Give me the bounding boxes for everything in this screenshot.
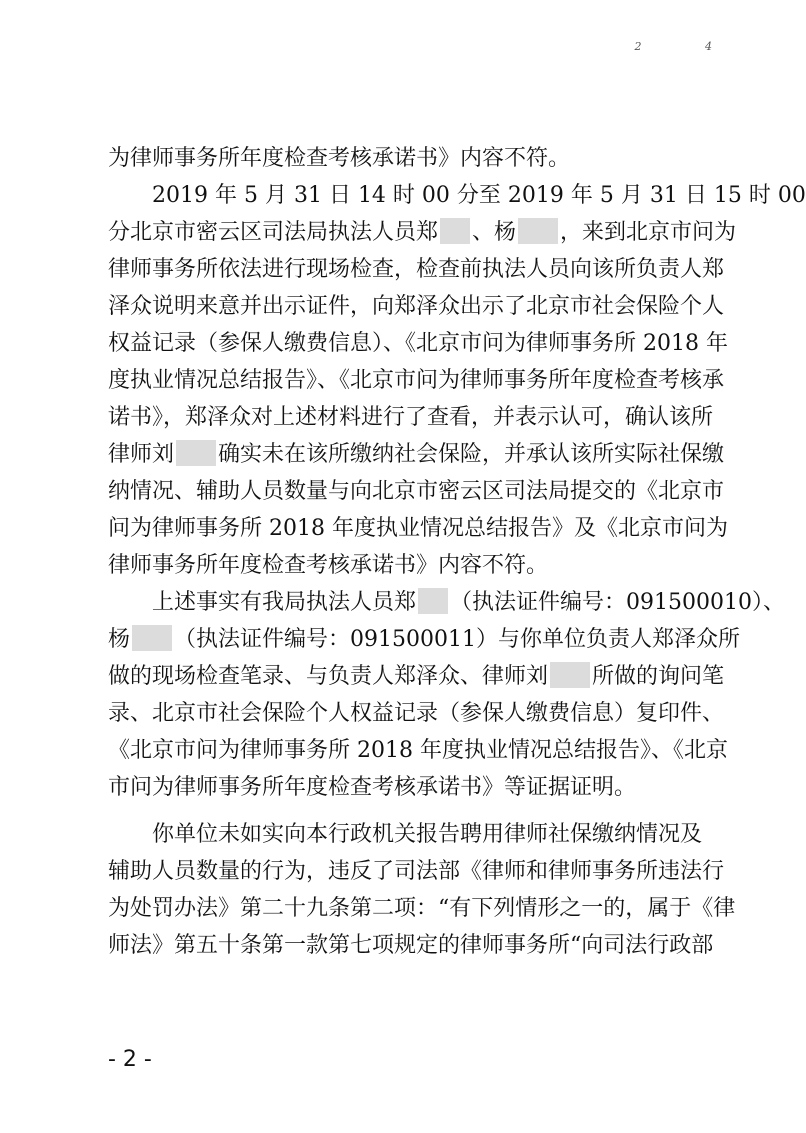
text-line-5: 泽众说明来意并出示证件，向郑泽众出示了北京市社会保险个人: [108, 294, 725, 319]
text-line-13-part-a: 上述事实有我局执法人员郑: [152, 590, 417, 615]
page-number: - 2 -: [108, 1047, 152, 1072]
text-line-20: 辅助人员数量的行为，违反了司法部《律师和律师事务所违法行: [108, 859, 725, 884]
text-line-2: 2019 年 5 月 31 日 14 时 00 分至 2019 年 5 月 31 日 15 时 00: [152, 183, 806, 208]
text-line-6: 权益记录（参保人缴费信息）、《北京市问为律师事务所 2018 年: [108, 331, 728, 356]
text-line-3-part-c: ，来到北京市问为: [560, 220, 737, 245]
text-line-9-part-a: 律师刘: [108, 442, 175, 467]
redacted-name-block: [518, 218, 558, 244]
redacted-name-block: [550, 662, 590, 688]
text-line-13-part-b: （执法证件编号：091500010）、: [450, 590, 785, 615]
corner-mark: 2 4: [634, 40, 742, 53]
text-line-17: 《北京市问为律师事务所 2018 年度执业情况总结报告》、《北京: [108, 738, 728, 763]
text-line-11: 问为律师事务所 2018 年度执业情况总结报告》及《北京市问为: [108, 516, 728, 541]
text-line-21: 为处罚办法》第二十九条第二项：“有下列情形之一的，属于《律: [108, 896, 736, 921]
text-line-15: [108, 657, 725, 697]
text-line-10: 纳情况、辅助人员数量与向北京市密云区司法局提交的《北京市: [108, 479, 725, 504]
text-line-19: 你单位未如实向本行政机关报告聘用律师社保缴纳情况及: [152, 822, 703, 847]
text-line-15-part-b: 所做的询问笔: [592, 664, 725, 689]
text-line-13: [152, 583, 785, 623]
text-line-3-part-a: 分北京市密云区司法局执法人员郑: [108, 220, 439, 245]
text-line-12: 律师事务所年度检查考核承诺书》内容不符。: [108, 553, 549, 578]
text-line-14-part-b: （执法证件编号：091500011）与你单位负责人郑泽众所: [174, 627, 740, 652]
text-line-9-part-b: 确实未在该所缴纳社会保险，并承认该所实际社保缴: [218, 442, 725, 467]
text-line-22: 师法》第五十条第一款第七项规定的律师事务所“向司法行政部: [108, 933, 714, 958]
text-line-3-part-b: 、杨: [472, 220, 517, 245]
redacted-name-block: [440, 218, 470, 244]
redacted-name-block: [418, 588, 448, 614]
redacted-name-block: [132, 625, 172, 651]
text-line-15-part-a: 做的现场检查笔录、与负责人郑泽众、律师刘: [108, 664, 549, 689]
redacted-name-block: [176, 440, 216, 466]
text-line-1: 为律师事务所年度检查考核承诺书》内容不符。: [108, 146, 571, 171]
text-line-7: 度执业情况总结报告》、《北京市问为律师事务所年度检查考核承: [108, 368, 725, 393]
text-line-16: 录、北京市社会保险个人权益记录（参保人缴费信息）复印件、: [108, 701, 725, 726]
text-line-4: 律师事务所依法进行现场检查，检查前执法人员向该所负责人郑: [108, 257, 725, 282]
text-line-9: [108, 435, 725, 475]
text-line-14-part-a: 杨: [108, 627, 131, 652]
text-line-18: 市问为律师事务所年度检查考核承诺书》等证据证明。: [108, 775, 637, 800]
text-line-8: 诺书》，郑泽众对上述材料进行了查看，并表示认可，确认该所: [108, 405, 714, 430]
text-line-3: [108, 213, 737, 253]
text-line-14: [108, 620, 740, 660]
